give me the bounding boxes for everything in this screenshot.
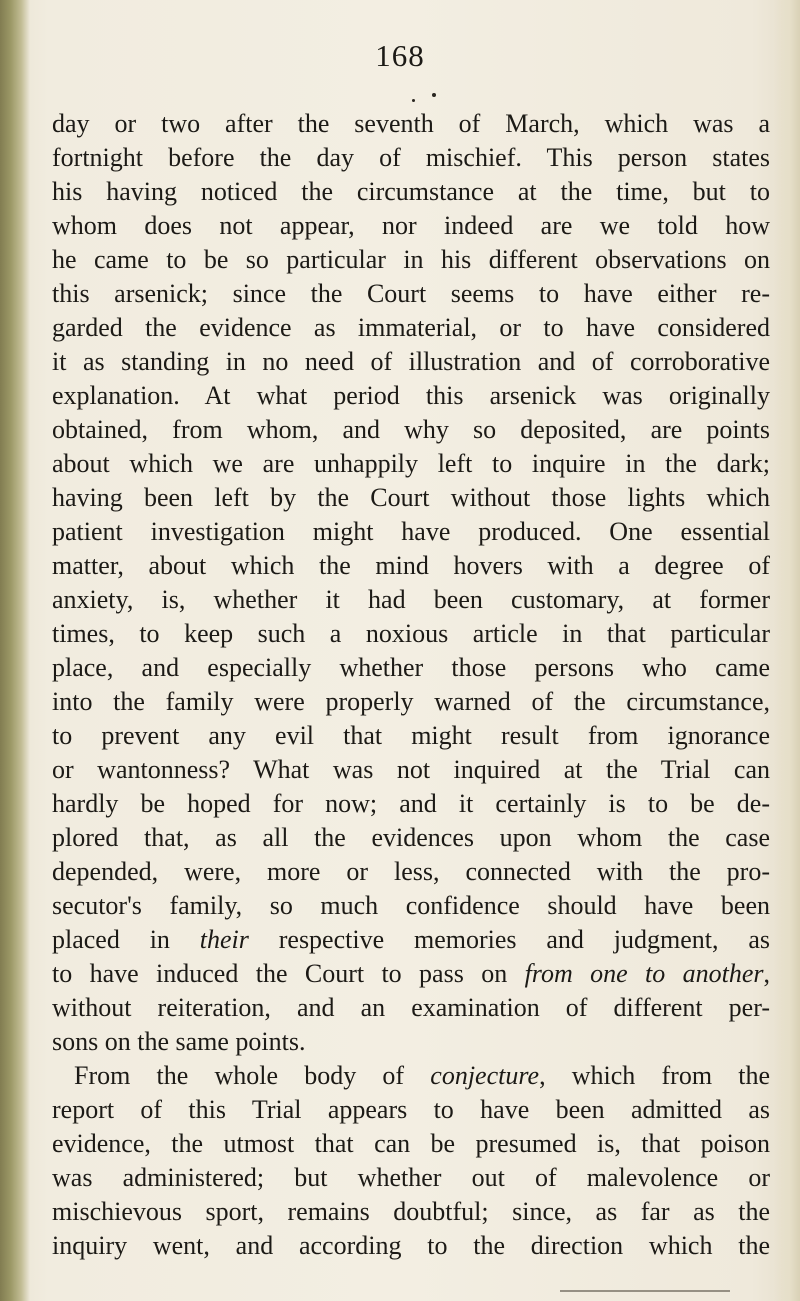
text-line: secutor's family, so much confidence should have been bbox=[52, 891, 770, 920]
text-line: times, to keep such a noxious article in that particular bbox=[52, 619, 770, 648]
text-run: , bbox=[763, 959, 770, 988]
text-line: anxiety, is, whether it had been customary, at former bbox=[52, 585, 770, 614]
text-line: was administered; but whether out of malevolence or bbox=[52, 1163, 770, 1192]
text-line: evidence, the utmost that can be presumed is, that poison bbox=[52, 1129, 770, 1158]
text-line: he came to be so particular in his different observations on bbox=[52, 245, 770, 274]
printer-mark bbox=[432, 93, 436, 97]
text-line: this arsenick; since the Court seems to have either re- bbox=[52, 279, 770, 308]
text-line: patient investigation might have produced. One essential bbox=[52, 517, 770, 546]
text-line: day or two after the seventh of March, which was a bbox=[52, 109, 770, 138]
text-line: inquiry went, and according to the direction which the bbox=[52, 1231, 770, 1260]
text-line bbox=[52, 957, 770, 991]
italic-run: their bbox=[199, 925, 249, 954]
text-line: about which we are unhappily left to inquire in the dark; bbox=[52, 449, 770, 478]
text-line: without reiteration, and an examination of different per- bbox=[52, 993, 770, 1022]
text-line: explanation. At what period this arsenick was originally bbox=[52, 381, 770, 410]
page-right-edge bbox=[774, 0, 800, 1301]
text-line: his having noticed the circumstance at the time, but to bbox=[52, 177, 770, 206]
page-binding-edge bbox=[0, 0, 30, 1301]
text-line: fortnight before the day of mischief. This person states bbox=[52, 143, 770, 172]
text-run: From the whole body of bbox=[74, 1061, 431, 1090]
page-number: 168 bbox=[375, 38, 425, 73]
italic-run: conjecture bbox=[430, 1061, 540, 1090]
text-run: to have induced the Court to pass on bbox=[52, 959, 525, 988]
text-line: it as standing in no need of illustration and of corroborative bbox=[52, 347, 770, 376]
text-line: report of this Trial appears to have been admitted as bbox=[52, 1095, 770, 1124]
text-line: depended, were, more or less, connected with the pro- bbox=[52, 857, 770, 886]
text-line: into the family were properly warned of the circumstance, bbox=[52, 687, 770, 716]
text-line: matter, about which the mind hovers with a degree of bbox=[52, 551, 770, 580]
text-line: hardly be hoped for now; and it certainly is to be de- bbox=[52, 789, 770, 818]
text-line bbox=[74, 1059, 770, 1093]
text-run: respective memories and judgment, as bbox=[248, 925, 770, 954]
italic-run: from one to another bbox=[524, 959, 764, 988]
text-line bbox=[52, 923, 770, 957]
text-line: plored that, as all the evidences upon whom the case bbox=[52, 823, 770, 852]
text-line: place, and especially whether those persons who came bbox=[52, 653, 770, 682]
text-line: garded the evidence as immaterial, or to have considered bbox=[52, 313, 770, 342]
text-line: sons on the same points. bbox=[52, 1027, 306, 1056]
page-bottom-mark bbox=[560, 1290, 730, 1292]
text-line: or wantonness? What was not inquired at the Trial can bbox=[52, 755, 770, 784]
text-run: , which from the bbox=[539, 1061, 770, 1090]
text-line: obtained, from whom, and why so deposited, are points bbox=[52, 415, 770, 444]
text-line: whom does not appear, nor indeed are we told how bbox=[52, 211, 770, 240]
text-line: mischievous sport, remains doubtful; since, as far as the bbox=[52, 1197, 770, 1226]
printer-mark bbox=[412, 99, 415, 102]
text-run: placed in bbox=[52, 925, 200, 954]
text-line: to prevent any evil that might result from ignorance bbox=[52, 721, 770, 750]
text-line: having been left by the Court without those lights which bbox=[52, 483, 770, 512]
